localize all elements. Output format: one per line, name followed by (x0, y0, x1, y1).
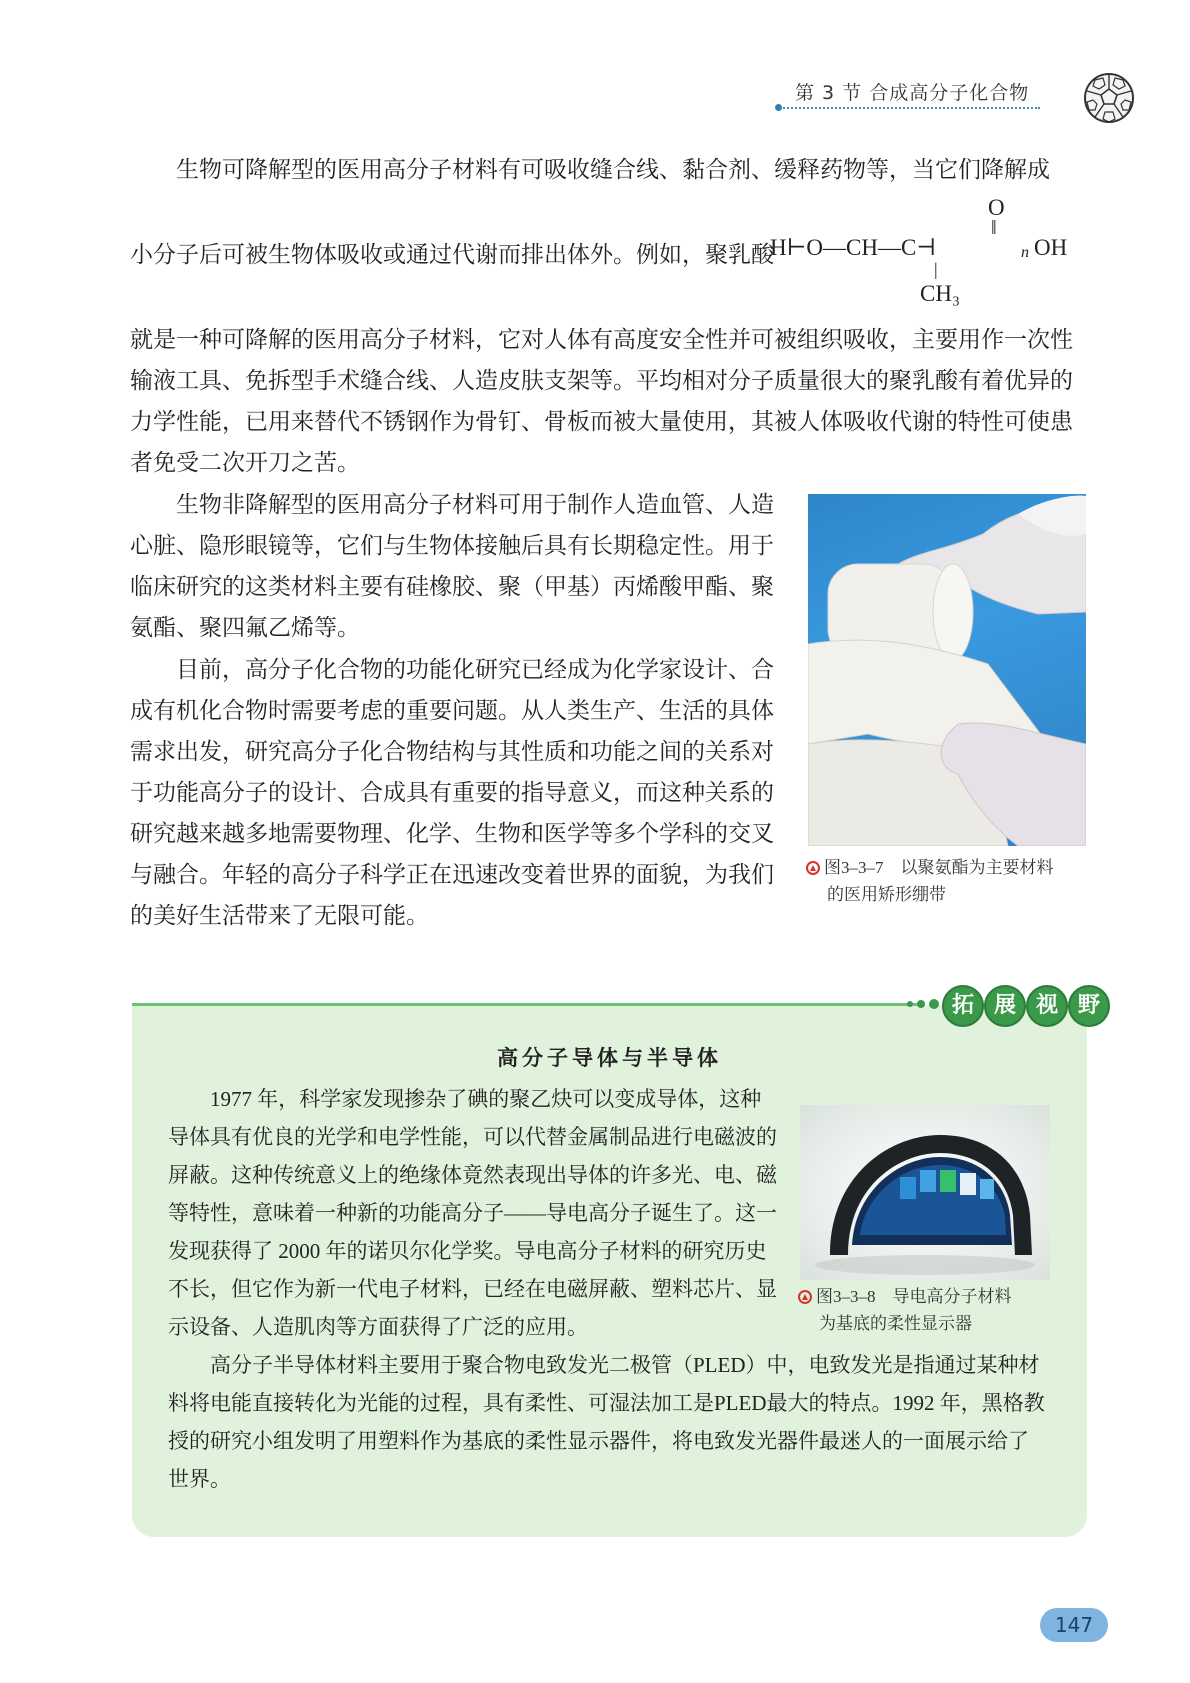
extension-box-rule (132, 1003, 922, 1006)
paragraph-1-line-2: 小分子后可被生物体吸收或通过代谢而排出体外。例如，聚乳酸 (130, 242, 774, 268)
paragraph-3: 目前，高分子化合物的功能化研究已经成为化学家设计、合成有机化合物时需要考虑的重要问题。从人类生产、生活的具体需求出发，研究高分子化合物结构与其性质和功能之间的关系对于功能高分子的设计、合成具有重要的指导意义，而这种关系的研究越来越多地需要物理、化学、生物和医学等多个学科的交叉与融合。年轻的高分子科学正在迅速改变着世界的面貌，为我们的美好生活带来了无限可能。 (130, 657, 774, 929)
extension-paragraph-2: 高分子半导体材料主要用于聚合物电致发光二极管（PLED）中，电致发光是指通过某种材料将电能直接转化为光能的过程，具有柔性、可湿法加工是PLED最大的特点。1992 年，黑格教授的研究小组发明了用塑料作为基底的柔性显示器件，将电致发光器件最迷人的一面展示给了世界。 (168, 1353, 1045, 1491)
flexible-display-photo (800, 1105, 1050, 1280)
figure-1-caption-line-1: 图3–3–7 以聚氨酯为主要材料 (806, 854, 1054, 881)
running-header (760, 70, 1080, 120)
figure-2-caption-line-1: 图3–3–8 导电高分子材料 (798, 1283, 1012, 1310)
badge-char-2: 展 (984, 985, 1026, 1027)
formula-subscript-n: n (1021, 244, 1029, 261)
badge-char-1: 拓 (942, 985, 984, 1027)
header-dotted-rule (780, 107, 1040, 109)
caption-triangle-icon (798, 1290, 812, 1304)
formula-main-chain: H⊢O—CH—C⊣ (770, 235, 937, 260)
polylactic-acid-formula (770, 197, 1090, 317)
fullerene-icon (1083, 72, 1135, 124)
figure-2-caption-line-2: 为基底的柔性显示器 (819, 1314, 972, 1333)
paragraph-1-rest: 就是一种可降解的医用高分子材料，它对人体有高度安全性并可被组织吸收，主要用作一次性输液工具、免拆型手术缝合线、人造皮肤支架等。平均相对分子质量很大的聚乳酸有着优异的力学性能，已用来替代不锈钢作为骨钉、骨板而被大量使用，其被人体吸收代谢的特性可使患者免受二次开刀之苦。 (130, 327, 1073, 476)
page-number: 147 (1040, 1608, 1108, 1642)
formula-ch3: CH₃ (920, 281, 960, 306)
formula-vertical-bond: | (934, 259, 938, 279)
figure-1-caption-line-2: 的医用矫形绷带 (827, 885, 946, 904)
extension-paragraph-1: 1977 年，科学家发现掺杂了碘的聚乙炔可以变成导体，这种导体具有优良的光学和电学性能，可以代替金属制品进行电磁波的屏蔽。这种传统意义上的绝缘体竟然表现出导体的许多光、电、磁等特性，意味着一种新的功能高分子——导电高分子诞生了。这一发现获得了 2000 年的诺贝尔化学奖。导电高分子材料的研究历史不长，但它作为新一代电子材料，已经在电磁屏蔽、塑料芯片、显示设备、人造肌肉等方面获得了广泛的应用。 (168, 1087, 777, 1339)
formula-oxygen: O (988, 195, 1005, 220)
extension-title: 高分子导体与半导体 (497, 1046, 722, 1070)
formula-double-bond: ‖ (991, 217, 997, 239)
paragraph-1-line-1: 生物可降解型的医用高分子材料有可吸收缝合线、黏合剂、缓释药物等，当它们降解成 (176, 157, 1050, 183)
caption-triangle-icon (806, 861, 820, 875)
badge-char-4: 野 (1068, 985, 1110, 1027)
badge-char-3: 视 (1026, 985, 1068, 1027)
bandage-photo (808, 494, 1086, 846)
chain-dots-icon (905, 994, 945, 1014)
extension-badge (942, 985, 1112, 1027)
section-title: 第 3 节 合成高分子化合物 (795, 82, 1030, 104)
paragraph-2: 生物非降解型的医用高分子材料可用于制作人造血管、人造心脏、隐形眼镜等，它们与生物体接触后具有长期稳定性。用于临床研究的这类材料主要有硅橡胶、聚（甲基）丙烯酸甲酯、聚氨酯、聚四氟乙烯等。 (130, 492, 774, 641)
formula-oh: OH (1034, 235, 1068, 260)
